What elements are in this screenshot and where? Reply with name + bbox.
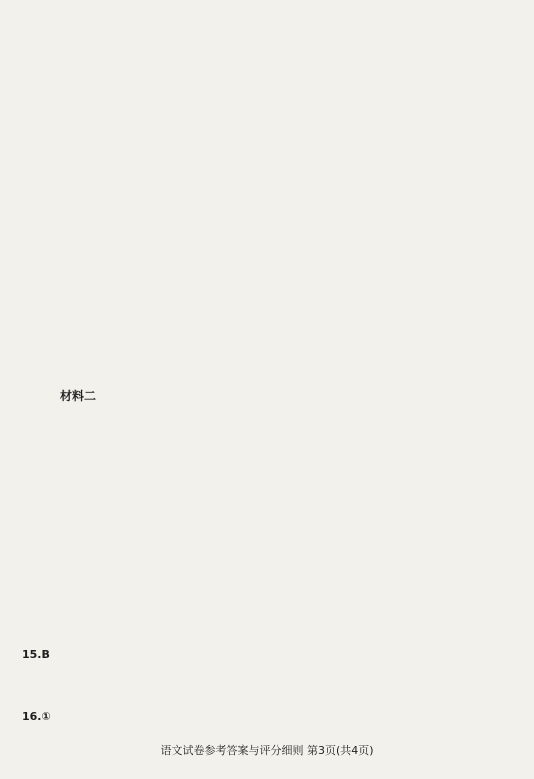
paragraph-2 xyxy=(44,72,490,218)
text-line xyxy=(66,230,490,243)
paragraph-4 xyxy=(44,414,490,636)
answer-16-number: 16.① xyxy=(22,710,51,723)
text-line xyxy=(44,509,490,522)
text-line xyxy=(44,623,490,636)
text-line xyxy=(44,604,490,617)
section-heading: 材料二 xyxy=(60,389,97,403)
text-line xyxy=(44,28,490,41)
text-line xyxy=(44,47,490,60)
text-line xyxy=(44,129,490,142)
text-line xyxy=(44,110,490,123)
text-line xyxy=(44,471,490,484)
paragraph-1 xyxy=(44,28,490,60)
text-line xyxy=(44,306,490,319)
text-line xyxy=(44,433,490,446)
text-line xyxy=(44,585,490,598)
text-line xyxy=(44,325,490,338)
text-line xyxy=(44,363,490,376)
text-line xyxy=(44,728,490,741)
text-line xyxy=(44,186,490,199)
text-line xyxy=(44,685,490,698)
text-line xyxy=(44,766,490,779)
text-line xyxy=(44,344,490,357)
text-line xyxy=(66,72,490,85)
text-line xyxy=(44,249,490,262)
text-line xyxy=(44,148,490,161)
text-line xyxy=(44,528,490,541)
answer-15-number: 15.B xyxy=(22,648,50,661)
paragraph-3 xyxy=(44,230,490,376)
text-line xyxy=(44,452,490,465)
text-line xyxy=(44,91,490,104)
text-line xyxy=(44,490,490,503)
text-line xyxy=(66,414,490,427)
text-line xyxy=(44,287,490,300)
text-line xyxy=(44,666,490,679)
text-line xyxy=(44,566,490,579)
answer-15 xyxy=(44,666,490,698)
text-line xyxy=(44,268,490,281)
text-line xyxy=(44,205,490,218)
page-footer: 语文试卷参考答案与评分细则 第3页(共4页) xyxy=(160,744,374,757)
text-line xyxy=(44,547,490,560)
text-line xyxy=(44,167,490,180)
